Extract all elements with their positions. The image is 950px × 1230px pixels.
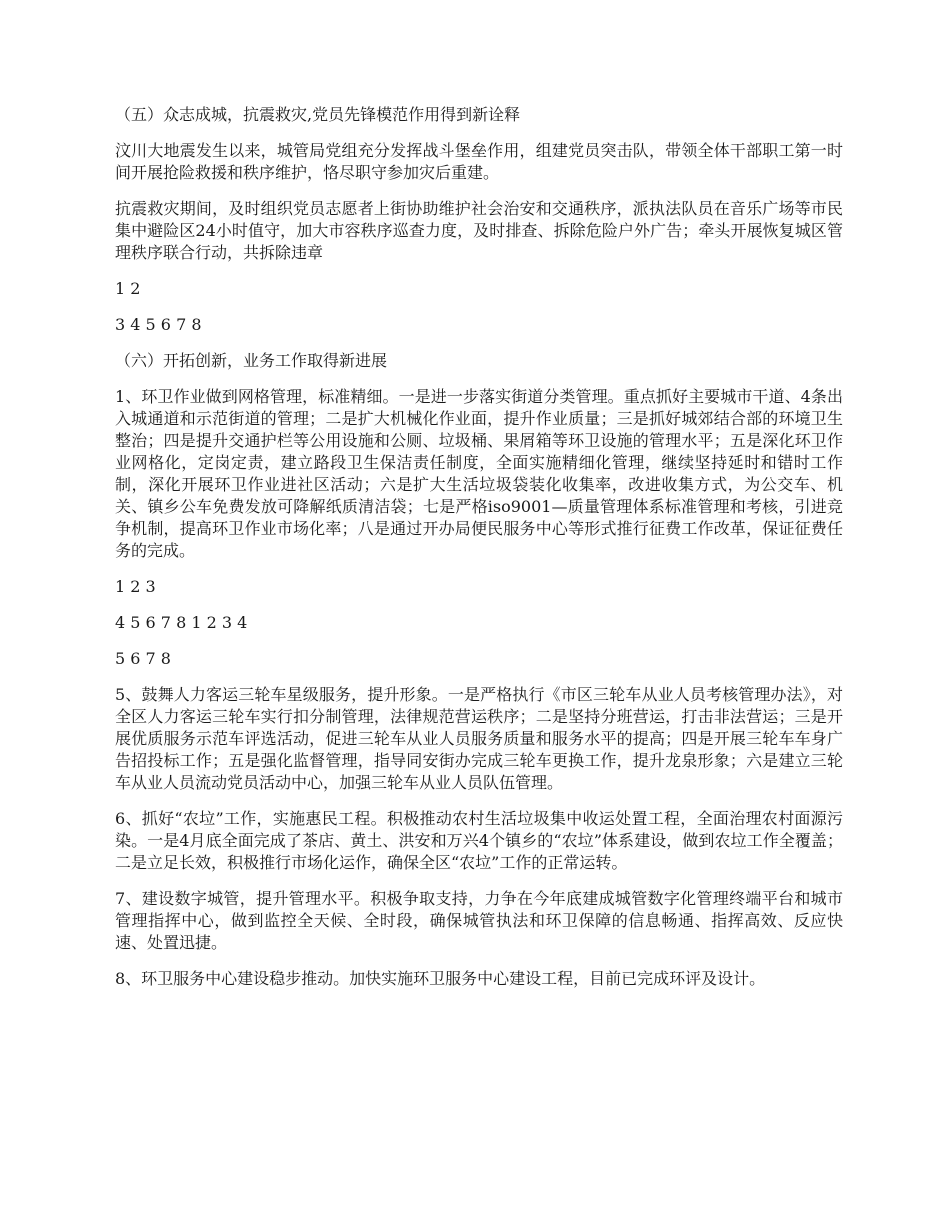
list-item-5: 5、鼓舞人力客运三轮车星级服务，提升形象。一是严格执行《市区三轮车从业人员考核管理办法》，对全区人力客运三轮车实行扣分制管理，法律规范营运秩序；二是坚持分班营运，打击非法营运；三是开展优质服务示范车评选活动，促进三轮车从业人员服务质量和服务水平的提高；四是开展三轮车车身广告招投标工作；五是强化监督管理，指导同安街办完成三轮车更换工作，提升龙泉形象；六是建立三轮车从业人员流动党员活动中心，加强三轮车从业人员队伍管理。 xyxy=(115,685,843,792)
list-item-6: 6、抓好“农垃”工作，实施惠民工程。积极推动农村生活垃圾集中收运处置工程，全面治理农村面源污染。一是4月底全面完成了茶店、黄土、洪安和万兴4个镇乡的“农垃”体系建设，做到农垃工作全覆盖；二是立足长效，积极推行市场化运作，确保全区“农垃”工作的正常运转。 xyxy=(115,809,843,872)
number-sequence: 1 2 xyxy=(115,279,141,298)
paragraph: 抗震救灾期间，及时组织党员志愿者上街协助维护社会治安和交通秩序，派执法队员在音乐广场等市民集中避险区24小时值守，加大市容秩序巡查力度，及时排查、拆除危险户外广告；牵头开展恢复城区管理秩序联合行动，共拆除违章 xyxy=(115,199,843,262)
number-sequence: 4 5 6 7 8 1 2 3 4 xyxy=(115,613,248,632)
number-sequence: 3 4 5 6 7 8 xyxy=(115,315,202,334)
list-item-1: 1、环卫作业做到网格管理，标准精细。一是进一步落实街道分类管理。重点抓好主要城市干道、4条出入城通道和示范街道的管理；二是扩大机械化作业面，提升作业质量；三是抓好城郊结合部的环境卫生整治；四是提升交通护栏等公用设施和公厕、垃圾桶、果屑箱等环卫设施的管理水平；五是深化环卫作业网格化，定岗定责，建立路段卫生保洁责任制度，全面实施精细化管理，继续坚持延时和错时工作制，深化开展环卫作业进社区活动；六是扩大生活垃圾袋装化收集率，改进收集方式，为公交车、机关、镇乡公车免费发放可降解纸质清洁袋；七是严格iso9001—质量管理体系标准管理和考核，引进竞争机制，提高环卫作业市场化率；八是通过开办局便民服务中心等形式推行征费工作改革，保证征费任务的完成。 xyxy=(115,387,843,560)
list-item-7: 7、建设数字城管，提升管理水平。积极争取支持，力争在今年底建成城管数字化管理终端平台和城市管理指挥中心，做到监控全天候、全时段，确保城管执法和环卫保障的信息畅通、指挥高效、反应快速、处置迅捷。 xyxy=(115,889,843,952)
section-heading-5: （五）众志成城，抗震救灾,党员先锋模范作用得到新诠释 xyxy=(115,105,521,124)
paragraph: 汶川大地震发生以来，城管局党组充分发挥战斗堡垒作用，组建党员突击队，带领全体干部职工第一时间开展抢险救援和秩序维护，恪尽职守参加灾后重建。 xyxy=(115,141,843,182)
section-heading-6: （六）开拓创新，业务工作取得新进展 xyxy=(115,351,388,370)
list-item-8: 8、环卫服务中心建设稳步推动。加快实施环卫服务中心建设工程，目前已完成环评及设计。 xyxy=(115,969,766,988)
number-sequence: 5 6 7 8 xyxy=(115,649,171,668)
number-sequence: 1 2 3 xyxy=(115,577,156,596)
document-body xyxy=(115,104,843,1004)
